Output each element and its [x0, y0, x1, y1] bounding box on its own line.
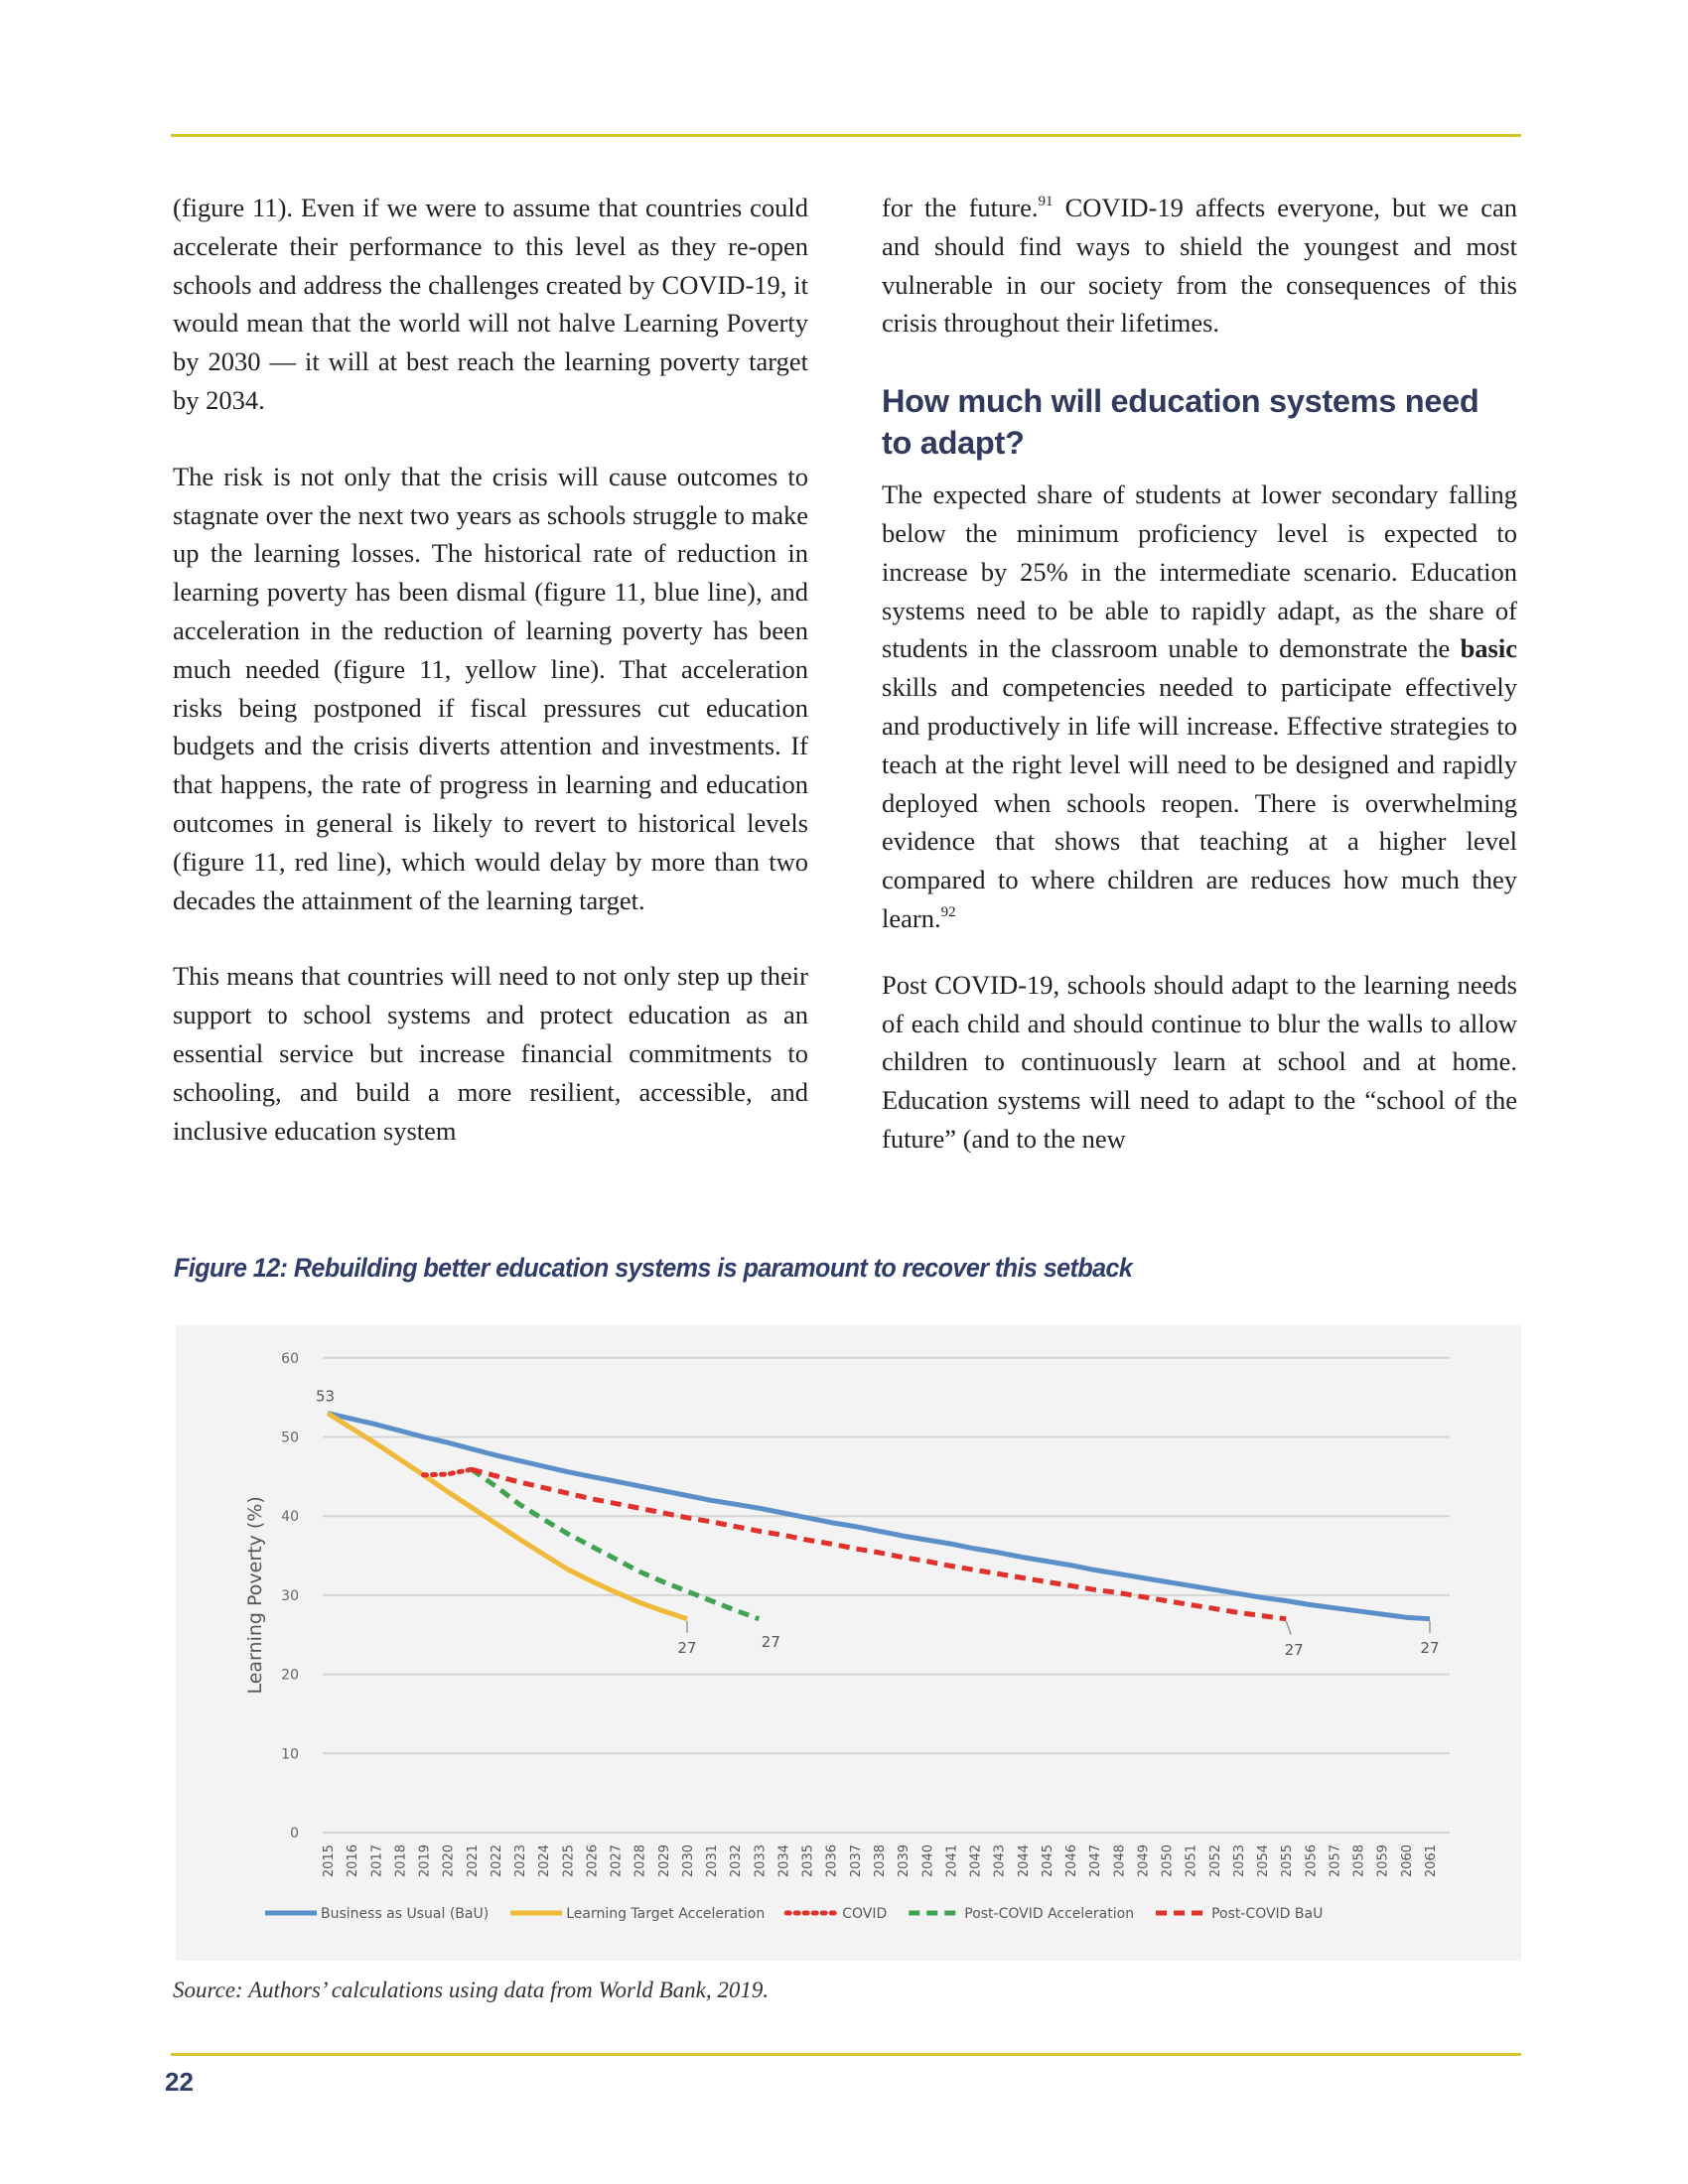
- x-tick-label: 2017: [369, 1844, 385, 1878]
- legend-label: COVID: [842, 1906, 888, 1922]
- y-tick-label: 50: [281, 1430, 299, 1446]
- x-tick-label: 2040: [920, 1844, 936, 1878]
- x-tick-label: 2032: [729, 1844, 745, 1878]
- x-tick-label: 2042: [968, 1844, 984, 1878]
- footnote-92[interactable]: 92: [940, 903, 956, 920]
- x-tick-label: 2018: [393, 1844, 409, 1878]
- data-label: 27: [761, 1632, 780, 1651]
- y-tick-label: 0: [290, 1826, 299, 1842]
- right-paragraph-1: [882, 189, 1517, 342]
- x-tick-label: 2061: [1423, 1844, 1439, 1878]
- x-tick-label: 2033: [753, 1844, 769, 1878]
- footer-rule: [171, 2053, 1521, 2056]
- x-tick-label: 2022: [489, 1844, 504, 1878]
- x-tick-label: 2054: [1256, 1844, 1272, 1878]
- figure-title: Figure 12: Rebuilding better education systems is paramount to recover this setback: [174, 1253, 1133, 1283]
- x-tick-label: 2044: [1016, 1844, 1032, 1878]
- x-tick-label: 2021: [465, 1844, 481, 1878]
- x-tick-label: 2023: [513, 1844, 529, 1878]
- x-tick-label: 2037: [848, 1844, 864, 1878]
- text-span: skills and competencies needed to participate effectively and productively in life will increase. Effective strategies to teach at the right level will need to be designed and rapidly deployed when schools reopen. There is overwhelming evidence that shows that teaching at a higher level compared to where children are reduces how much they learn.: [882, 672, 1517, 933]
- x-tick-label: 2050: [1160, 1844, 1176, 1878]
- bold-basic: basic: [1460, 633, 1517, 664]
- x-tick-label: 2028: [633, 1844, 648, 1878]
- section-heading: How much will education systems need to adapt?: [882, 383, 1479, 462]
- y-axis-label: Learning Poverty (%): [244, 1496, 266, 1695]
- x-tick-label: 2027: [609, 1844, 625, 1878]
- x-tick-label: 2057: [1328, 1844, 1343, 1878]
- x-tick-label: 2045: [1040, 1844, 1055, 1878]
- header-rule: [171, 134, 1521, 137]
- left-paragraph-3: This means that countries will need to not only step up their support to school systems and protect education as an essential service but increase financial commitments to schooling, and build a more resilient, accessible, and inclusive education system: [173, 961, 808, 1146]
- data-label: 27: [1284, 1640, 1304, 1659]
- x-tick-label: 2036: [824, 1844, 840, 1878]
- page-number: 22: [165, 2067, 194, 2097]
- x-tick-label: 2038: [872, 1844, 888, 1878]
- x-tick-label: 2056: [1304, 1844, 1320, 1878]
- x-tick-label: 2060: [1399, 1844, 1415, 1878]
- series-line: [472, 1469, 1286, 1619]
- right-paragraph-3: Post COVID-19, schools should adapt to the learning needs of each child and should continue to blur the walls to allow children to continuously learn at school and at home. Education systems will need to adapt to the “school of the future” (and to the new: [882, 969, 1517, 1154]
- text-span: COVID-19 affects everyone, but we can and should find ways to shield the youngest and most vulnerable in our society from the consequences of this crisis throughout their lifetimes.: [882, 193, 1517, 339]
- x-tick-label: 2035: [800, 1844, 816, 1878]
- x-tick-label: 2041: [944, 1844, 960, 1878]
- x-tick-label: 2019: [417, 1844, 433, 1878]
- left-paragraph-1: (figure 11). Even if we were to assume that countries could accelerate their performance to this level as they re-open schools and address the challenges created by COVID-19, it would mean that the world will not halve Learning Poverty by 2030 — it will at best reach the learning poverty target by 2034.: [173, 193, 808, 415]
- data-label: 27: [677, 1638, 697, 1657]
- x-tick-label: 2059: [1375, 1844, 1391, 1878]
- x-tick-label: 2051: [1184, 1844, 1199, 1878]
- x-tick-label: 2015: [322, 1844, 337, 1878]
- x-tick-label: 2026: [585, 1844, 601, 1878]
- legend-label: Business as Usual (BaU): [321, 1906, 490, 1922]
- data-label: 27: [1420, 1638, 1440, 1657]
- x-tick-label: 2048: [1112, 1844, 1128, 1878]
- y-tick-label: 30: [281, 1587, 299, 1604]
- text-span: The expected share of students at lower secondary falling below the minimum proficiency level is expected to increase by 25% in the intermediate scenario. Education systems need to be able to rapidly adapt, as the share of students in the classroom unable to demonstrate the: [882, 479, 1517, 664]
- x-tick-label: 2046: [1064, 1844, 1080, 1878]
- legend-label: Learning Target Acceleration: [566, 1906, 766, 1922]
- data-label: 53: [316, 1387, 336, 1406]
- x-tick-label: 2020: [441, 1844, 457, 1878]
- x-tick-label: 2025: [561, 1844, 577, 1878]
- left-column: [173, 189, 808, 1187]
- text-span: for the future.: [882, 193, 1039, 222]
- legend-label: Post-COVID Acceleration: [964, 1906, 1135, 1922]
- x-tick-label: 2058: [1351, 1844, 1367, 1878]
- x-tick-label: 2053: [1231, 1844, 1247, 1878]
- x-tick-label: 2034: [776, 1844, 792, 1878]
- right-paragraph-2: [882, 476, 1517, 938]
- x-tick-label: 2031: [705, 1844, 721, 1878]
- right-column: [882, 189, 1517, 1196]
- x-tick-label: 2030: [680, 1844, 696, 1878]
- chart-svg: [176, 1325, 1521, 1961]
- x-tick-label: 2052: [1207, 1844, 1223, 1878]
- legend-label: Post-COVID BaU: [1211, 1906, 1324, 1922]
- x-tick-label: 2039: [897, 1844, 913, 1878]
- x-tick-label: 2016: [346, 1844, 361, 1878]
- x-tick-label: 2024: [537, 1844, 553, 1878]
- x-tick-label: 2047: [1088, 1844, 1104, 1878]
- x-tick-label: 2029: [656, 1844, 672, 1878]
- x-tick-label: 2049: [1136, 1844, 1152, 1878]
- series-line: [424, 1469, 472, 1475]
- x-tick-label: 2055: [1280, 1844, 1296, 1878]
- y-tick-label: 40: [281, 1509, 299, 1526]
- figure-source: Source: Authors’ calculations using data from World Bank, 2019.: [173, 1978, 770, 2002]
- left-paragraph-2: The risk is not only that the crisis will cause outcomes to stagnate over the next two years as schools struggle to make up the learning losses. The historical rate of reduction in learning poverty has been dismal (figure 11, blue line), and acceleration in the reduction of learning poverty has been much needed (figure 11, yellow line). That acceleration risks being postponed if fiscal pressures cut education budgets and the crisis diverts attention and investments. If that happens, the rate of progress in learning and education outcomes in general is likely to revert to historical levels (figure 11, red line), which would delay by more than two decades the attainment of the learning target.: [173, 461, 808, 915]
- y-tick-label: 20: [281, 1667, 299, 1684]
- x-tick-label: 2043: [992, 1844, 1008, 1878]
- y-tick-label: 10: [281, 1746, 299, 1763]
- line-chart: [176, 1325, 1521, 1961]
- footnote-91[interactable]: 91: [1038, 194, 1054, 209]
- y-tick-label: 60: [281, 1350, 299, 1367]
- series-line: [472, 1469, 760, 1619]
